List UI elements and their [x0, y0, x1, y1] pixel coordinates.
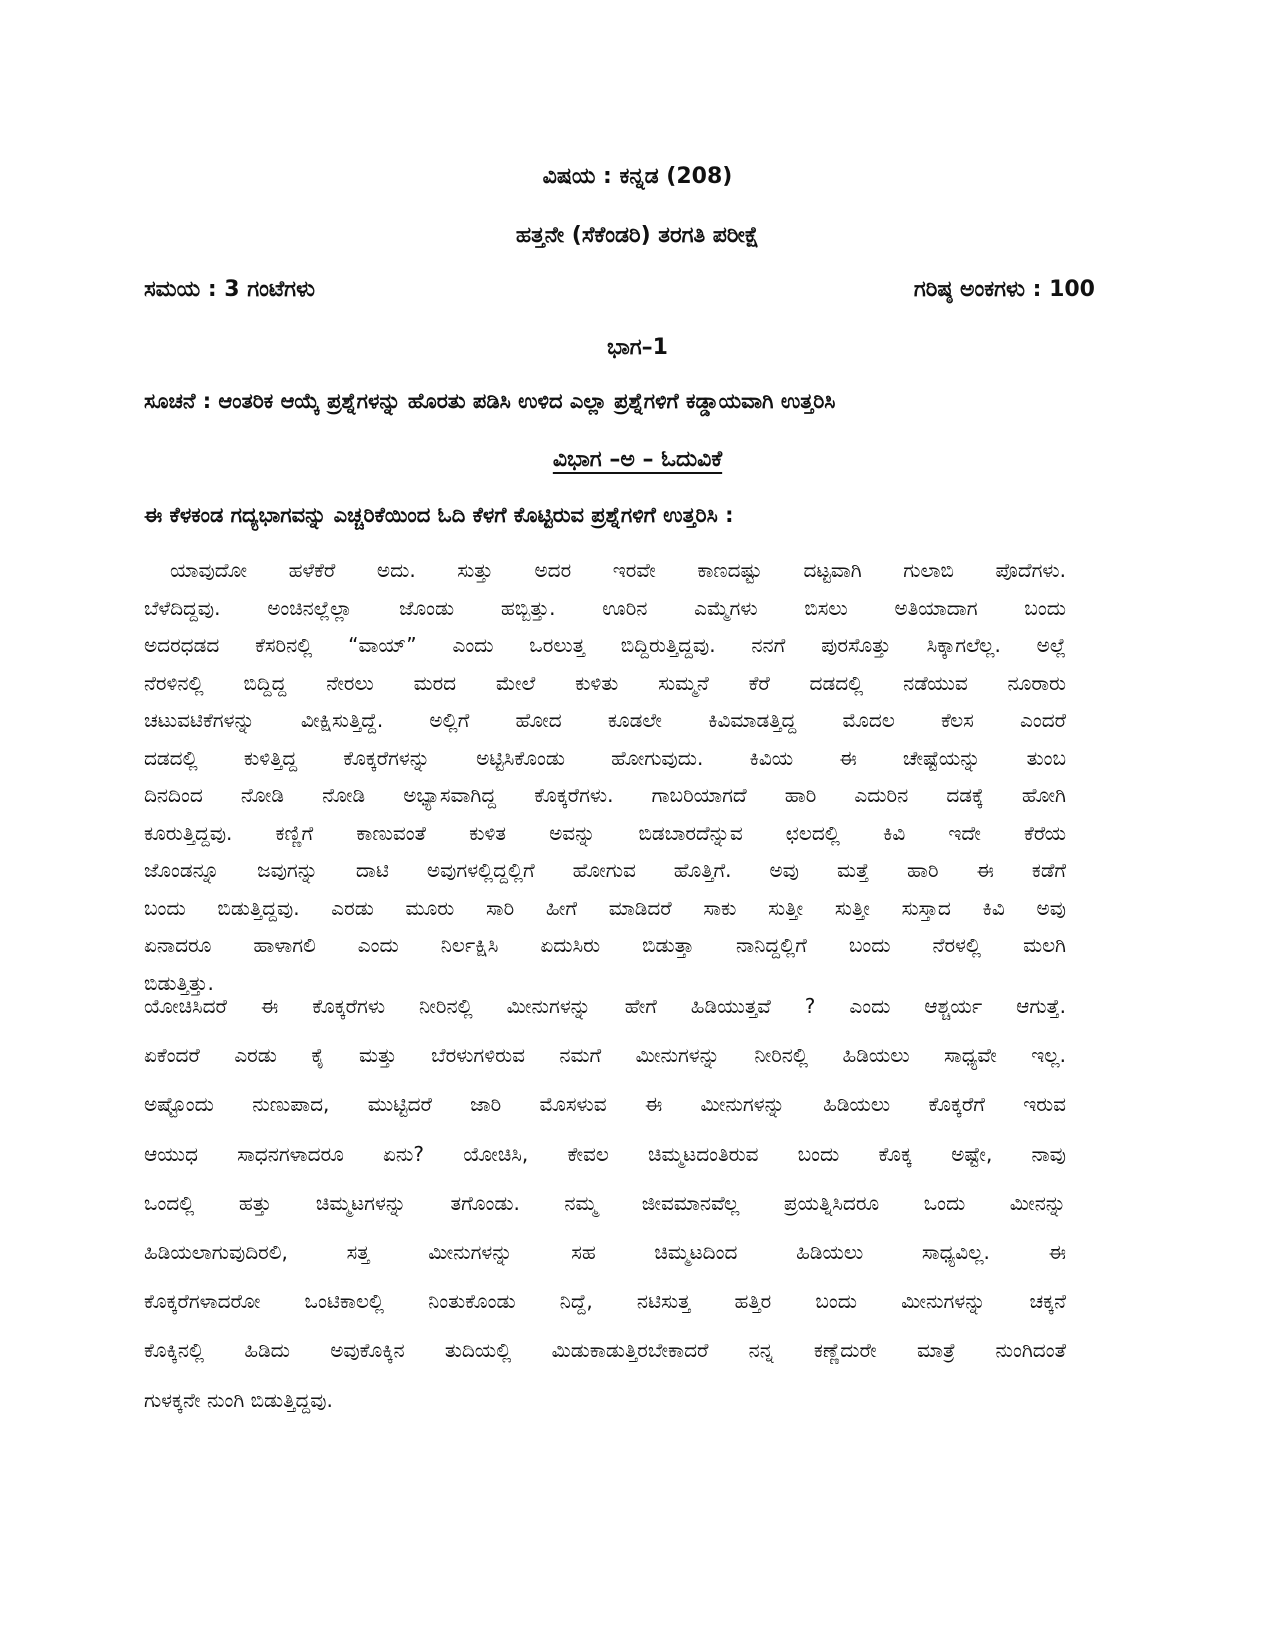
passage-line: ಅದರಧಡದ ಕೆಸರಿನಲ್ಲಿ “ವಾಯ್” ಎಂದು ಒರಲುತ್ತ ಬಿದ್ದಿರುತ್ತಿದ್ದವು. ನನಗೆ ಪುರಸೊತ್ತು ಸಿಕ್ಕಾಗಲೆಲ್ಲ. ಅಲ್ಲೆ	[144, 633, 1066, 657]
passage-line: ಆಯುಧ ಸಾಧನಗಳಾದರೂ ಏನು? ಯೋಚಿಸಿ, ಕೇವಲ ಚಿಮ್ಮಟದಂತಿರುವ ಬಂದು ಕೊಕ್ಕ ಅಷ್ಟೇ, ನಾವು	[144, 1141, 1066, 1166]
passage-line: ದಿನದಿಂದ ನೋಡಿ ನೋಡಿ ಅಭ್ಯಾಸವಾಗಿದ್ದ ಕೊಕ್ಕರೆಗಳು. ಗಾಬರಿಯಾಗದೆ ಹಾರಿ ಎದುರಿನ ದಡಕ್ಕೆ ಹೋಗಿ	[144, 783, 1066, 807]
section-heading: ವಿಭಾಗ –ಅ – ಓದುವಿಕೆ	[552, 447, 723, 472]
passage-line: ಹಿಡಿಯಲಾಗುವುದಿರಲಿ, ಸತ್ತ ಮೀನುಗಳನ್ನು ಸಹ ಚಿಮ್ಮಟದಿಂದ ಹಿಡಿಯಲು ಸಾಧ್ಯವಿಲ್ಲ. ಈ	[144, 1240, 1066, 1265]
passage-line: ಕೊಕ್ಕರೆಗಳಾದರೋ ಒಂಟಿಕಾಲಲ್ಲಿ ನಿಂತುಕೊಂಡು ನಿದ್ದೆ, ನಟಿಸುತ್ತ ಹತ್ತಿರ ಬಂದು ಮೀನುಗಳನ್ನು ಚಕ್ಕನೆ	[144, 1289, 1066, 1314]
passage-line: ಕೂರುತ್ತಿದ್ದವು. ಕಣ್ಣಿಗೆ ಕಾಣುವಂತೆ ಕುಳಿತ ಅವನ್ನು ಬಿಡಬಾರದೆನ್ನುವ ಛಲದಲ್ಲಿ ಕಿವಿ ಇದೇ ಕೆರೆಯ	[144, 820, 1066, 845]
passage-line: ಬೆಳೆದಿದ್ದವು. ಅಂಚಿನಲ್ಲೆಲ್ಲಾ ಜೊಂಡು ಹಬ್ಬಿತ್ತು. ಊರಿನ ಎಮ್ಮೆಗಳು ಬಿಸಲು ಅತಿಯಾದಾಗ ಬಂದು	[144, 595, 1066, 620]
passage-line: ಗುಳಕ್ಕನೇ ನುಂಗಿ ಬಿಡುತ್ತಿದ್ದವು.	[144, 1387, 333, 1412]
passage-paragraph-2	[144, 982, 1066, 1425]
max-marks: ಗರಿಷ್ಠ ಅಂಕಗಳು : 100	[913, 277, 1095, 302]
part-heading: ಭಾಗ–1	[606, 335, 668, 360]
passage-line: ಯೋಚಿಸಿದರೆ ಈ ಕೊಕ್ಕರೆಗಳು ನೀರಿನಲ್ಲಿ ಮೀನುಗಳನ್ನು ಹೇಗೆ ಹಿಡಿಯುತ್ತವೆ ? ಎಂದು ಆಶ್ಚರ್ಯ ಆಗುತ್ತೆ.	[144, 994, 1066, 1018]
passage-line: ಚಟುವಟಿಕೆಗಳನ್ನು ವೀಕ್ಷಿಸುತ್ತಿದ್ದೆ. ಅಲ್ಲಿಗೆ ಹೋದ ಕೂಡಲೇ ಕಿವಿಮಾಡತ್ತಿದ್ದ ಮೊದಲ ಕೆಲಸ ಎಂದರೆ	[144, 708, 1066, 732]
passage-line: ಜೊಂಡನ್ನೂ ಜವುಗನ್ನು ದಾಟಿ ಅವುಗಳಲ್ಲಿದ್ದಲ್ಲಿಗೆ ಹೋಗುವ ಹೊತ್ತಿಗೆ. ಅವು ಮತ್ತೆ ಹಾರಿ ಈ ಕಡೆಗೆ	[144, 858, 1066, 882]
passage-line: ಬಂದು ಬಿಡುತ್ತಿದ್ದವು. ಎರಡು ಮೂರು ಸಾರಿ ಹೀಗೆ ಮಾಡಿದರೆ ಸಾಕು ಸುತ್ತೀ ಸುತ್ತೀ ಸುಸ್ತಾದ ಕಿವಿ ಅವು	[144, 895, 1066, 920]
passage-paragraph-1	[144, 552, 1066, 1002]
exam-duration: ಸಮಯ : 3 ಗಂಟೆಗಳು	[144, 277, 316, 302]
passage-line: ಬಿಡುತ್ತಿತ್ತು.	[144, 970, 214, 995]
passage-line: ಕೊಕ್ಕಿನಲ್ಲಿ ಹಿಡಿದು ಅವುಕೊಕ್ಕಿನ ತುದಿಯಲ್ಲಿ ಮಿಡುಕಾಡುತ್ತಿರಬೇಕಾದರೆ ನನ್ನ ಕಣ್ಣೆದುರೇ ಮಾತ್ರೆ ನುಂಗಿದಂತೆ	[144, 1338, 1066, 1363]
reading-instruction: ಈ ಕೆಳಕಂಡ ಗದ್ಯಭಾಗವನ್ನು ಎಚ್ಚರಿಕೆಯಿಂದ ಓದಿ ಕೆಳಗೆ ಕೊಟ್ಟಿರುವ ಪ್ರಶ್ನೆಗಳಿಗೆ ಉತ್ತರಿಸಿ :	[144, 503, 734, 527]
exam-title: ಹತ್ತನೇ (ಸೆಕೆಂಡರಿ) ತರಗತಿ ಪರೀಕ್ಷೆ	[515, 223, 760, 248]
passage-line: ನೆರಳಿನಲ್ಲಿ ಬಿದ್ದಿದ್ದ ನೇರಲು ಮರದ ಮೇಲೆ ಕುಳಿತು ಸುಮ್ಮನೆ ಕೆರೆ ದಡದಲ್ಲಿ ನಡೆಯುವ ನೂರಾರು	[144, 670, 1066, 695]
passage-line: ಯಾವುದೋ ಹಳೆಕೆರೆ ಅದು. ಸುತ್ತು ಅದರ ಇರವೇ ಕಾಣದಷ್ಟು ದಟ್ಟವಾಗಿ ಗುಲಾಬಿ ಪೊದೆಗಳು.	[170, 558, 1066, 582]
passage-line: ಒಂದಲ್ಲಿ ಹತ್ತು ಚಿಮ್ಮಟಗಳನ್ನು ತಗೊಂಡು. ನಮ್ಮ ಜೀವಮಾನವೆಲ್ಲ ಪ್ರಯತ್ನಿಸಿದರೂ ಒಂದು ಮೀನನ್ನು	[144, 1190, 1066, 1215]
passage-line: ಏನಾದರೂ ಹಾಳಾಗಲಿ ಎಂದು ನಿರ್ಲಕ್ಷಿಸಿ ಏದುಸಿರು ಬಿಡುತ್ತಾ ನಾನಿದ್ದಲ್ಲಿಗೆ ಬಂದು ನೆರಳಲ್ಲಿ ಮಲಗಿ	[144, 933, 1066, 957]
passage-line: ದಡದಲ್ಲಿ ಕುಳಿತ್ತಿದ್ದ ಕೊಕ್ಕರೆಗಳನ್ನು ಅಟ್ಟಿಸಿಕೊಂಡು ಹೋಗುವುದು. ಕಿವಿಯ ಈ ಚೇಷ್ಟೆಯನ್ನು ತುಂಬ	[144, 745, 1066, 770]
general-instruction: ಸೂಚನೆ : ಆಂತರಿಕ ಆಯ್ಕೆ ಪ್ರಶ್ನೆಗಳನ್ನು ಹೊರತು ಪಡಿಸಿ ಉಳಿದ ಎಲ್ಲಾ ಪ್ರಶ್ನೆಗಳಿಗೆ ಕಡ್ಡಾಯವಾಗಿ ಉತ್ತರಿಸಿ	[144, 389, 836, 413]
passage-line: ಏಕೆಂದರೆ ಎರಡು ಕೈ ಮತ್ತು ಬೆರಳುಗಳಿರುವ ನಮಗೆ ಮೀನುಗಳನ್ನು ನೀರಿನಲ್ಲಿ ಹಿಡಿಯಲು ಸಾಧ್ಯವೇ ಇಲ್ಲ.	[144, 1043, 1066, 1068]
passage-line: ಅಷ್ಟೊಂದು ನುಣುಪಾದ, ಮುಟ್ಟಿದರೆ ಜಾರಿ ಮೊಸಳುವ ಈ ಮೀನುಗಳನ್ನು ಹಿಡಿಯಲು ಕೊಕ್ಕರೆಗೆ ಇರುವ	[144, 1092, 1066, 1117]
subject-title: ವಿಷಯ : ಕನ್ನಡ (208)	[542, 164, 733, 189]
